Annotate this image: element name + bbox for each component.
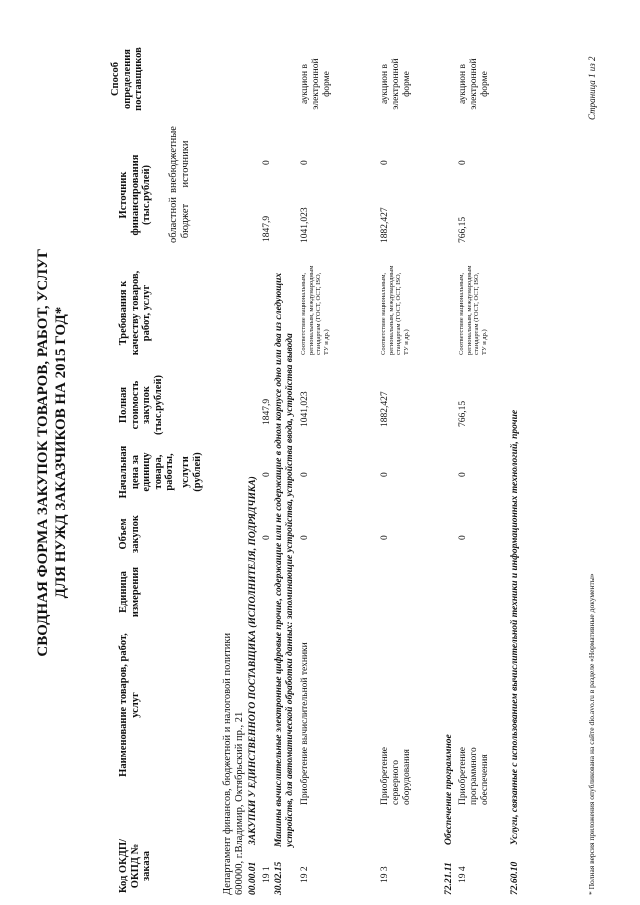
header-funding: Источник финансирования (тыс.рублей) bbox=[118, 154, 152, 236]
row-price: 0 bbox=[300, 472, 310, 477]
row-requirements: Соответствие национальным, региональным, международным стандартам (ГОСТ, ОСТ, ISO, ТУ и др.) bbox=[380, 265, 410, 355]
header-volume: Объем закупок bbox=[118, 515, 141, 553]
page-number: Страница 1 из 2 bbox=[587, 56, 597, 120]
header-requirements: Требования к качеству товаров, работ, услуг bbox=[118, 270, 152, 356]
row-method: аукцион в электронной форме bbox=[300, 58, 332, 110]
section-title-continued: устройств, для автоматической обработки данных: запоминающие устройства, устройства ввода, устройства вывода bbox=[285, 333, 295, 847]
row-requirements: Соответствие национальным, региональным, международным стандартам (ГОСТ, ОСТ, ISO, ТУ и др.) bbox=[458, 265, 488, 355]
row-method: аукцион в электронной форме bbox=[380, 58, 412, 110]
row-total: 1847,9 bbox=[262, 398, 272, 425]
row-total: 1882,427 bbox=[380, 391, 390, 427]
row-offbudget: 0 bbox=[380, 160, 390, 165]
row-volume: 0 bbox=[458, 535, 468, 540]
document-title-line2: ДЛЯ НУЖД ЗАКАЗЧИКОВ НА 2015 ГОД* bbox=[53, 306, 69, 599]
section-code: 72.21.11 bbox=[444, 862, 454, 895]
header-unit: Единица измерения bbox=[118, 566, 141, 618]
customer-name: Департамент финансов, бюджетной и налоговой политики bbox=[222, 632, 233, 895]
header-total-cost: Полная стоимость закупок (тыс.рублей) bbox=[118, 374, 164, 436]
section-code: 30.02.15 bbox=[274, 861, 284, 895]
row-name: Приобретение серверного оборудования bbox=[380, 747, 412, 805]
row-price: 0 bbox=[458, 472, 468, 477]
row-price: 0 bbox=[380, 472, 390, 477]
row-offbudget: 0 bbox=[458, 160, 468, 165]
section-code: 00.00.01 bbox=[248, 861, 258, 895]
row-code: 19 3 bbox=[380, 866, 390, 883]
row-code: 19 2 bbox=[300, 866, 310, 883]
section-title: ЗАКУПКИ У ЕДИНСТВЕННОГО ПОСТАВЩИКА (ИСПОЛНИТЕЛЯ, ПОДРЯДЧИКА) bbox=[248, 476, 258, 845]
row-requirements: Соответствие национальным, региональным, международным стандартам (ГОСТ, ОСТ, ISO, ТУ и др.) bbox=[300, 265, 330, 355]
row-regional: 1882,427 bbox=[380, 207, 390, 243]
header-method: Способ определения поставщиков bbox=[110, 47, 144, 111]
customer-address: 600000, г.Владимир, Октябрьский пр., 21 bbox=[234, 711, 245, 895]
row-code: 19 1 bbox=[262, 866, 272, 883]
row-code: 19 4 bbox=[458, 866, 468, 883]
row-offbudget: 0 bbox=[262, 160, 272, 165]
section-title: Услуги, связанные с использованием вычислительной техники и информационных технологий, прочие bbox=[510, 409, 520, 845]
header-offbudget: внебюджетные источники bbox=[168, 126, 191, 193]
section-title: Обеспечение программное bbox=[444, 734, 454, 845]
row-volume: 0 bbox=[300, 535, 310, 540]
row-total: 766,15 bbox=[458, 400, 468, 427]
row-regional: 1847,9 bbox=[262, 215, 272, 242]
section-code: 72.60.10 bbox=[510, 861, 520, 895]
header-code: Код ОКДП/ ОКПД № заказа bbox=[118, 838, 152, 894]
header-name: Наименование товаров, работ, услуг bbox=[118, 633, 141, 777]
row-name: Приобретение программного обеспечения bbox=[458, 747, 490, 805]
row-method: аукцион в электронной форме bbox=[458, 58, 490, 110]
document-title-line1: СВОДНАЯ ФОРМА ЗАКУПОК ТОВАРОВ, РАБОТ, УСЛУГ bbox=[35, 248, 51, 657]
header-start-price: Начальная цена за единицу товара, работы, bbox=[118, 445, 175, 499]
footnote: * Полная версия приложения опубликована на сайте dio.avo.ru в разделе «Нормативные документы» bbox=[587, 573, 596, 895]
row-volume: 0 bbox=[380, 535, 390, 540]
row-regional: 1041,023 bbox=[300, 207, 310, 243]
row-volume: 0 bbox=[262, 535, 272, 540]
section-title: Машины вычислительные электронные цифровые прочие, содержащие или не содержащие в одном корпусе одно или два из следующих bbox=[274, 272, 284, 847]
header-start-price-unit: услуги (рублей) bbox=[180, 452, 203, 492]
row-total: 1041,023 bbox=[300, 391, 310, 427]
row-name: Приобретение вычислительной техники bbox=[300, 642, 310, 805]
header-regional-budget: областной бюджет bbox=[168, 197, 191, 243]
row-price: 0 bbox=[262, 472, 272, 477]
row-offbudget: 0 bbox=[300, 160, 310, 165]
row-regional: 766,15 bbox=[458, 216, 468, 243]
